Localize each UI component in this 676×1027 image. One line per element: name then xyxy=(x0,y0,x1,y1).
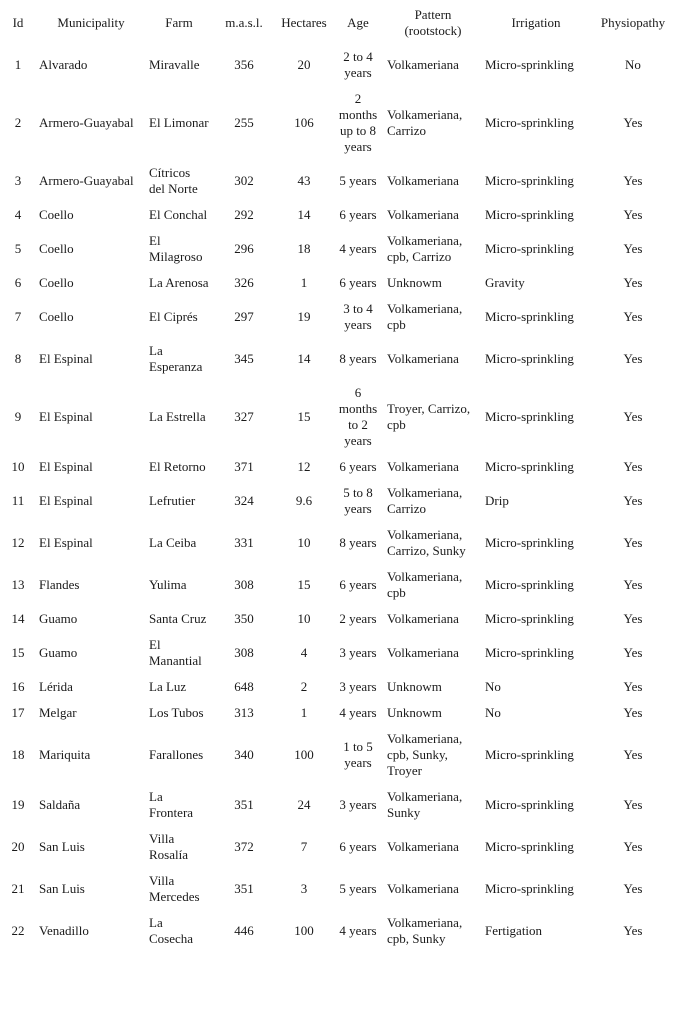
table-row xyxy=(0,522,676,564)
cell-hectares: 10 xyxy=(297,611,311,626)
cell-pattern: Volkameriana, Carrizo, Sunky xyxy=(387,527,466,558)
cell-farm: La Frontera xyxy=(149,789,194,820)
cell-hectares: 14 xyxy=(297,351,311,366)
cell-farm: La Estrella xyxy=(149,409,206,424)
column-header-irrigation: Irrigation xyxy=(511,15,561,30)
cell-pattern: Volkameriana xyxy=(387,207,459,222)
cell-municipality: Coello xyxy=(39,241,74,256)
cell-physiopathy: No xyxy=(625,57,641,72)
cell-id: 12 xyxy=(11,535,25,550)
cell-irrigation: Micro-sprinkling xyxy=(485,839,574,854)
table-row xyxy=(0,868,676,910)
cell-farm: Lefrutier xyxy=(149,493,196,508)
cell-hectares: 15 xyxy=(297,409,311,424)
cell-irrigation: Micro-sprinkling xyxy=(485,57,574,72)
cell-id: 3 xyxy=(14,173,22,188)
cell-masl: 302 xyxy=(234,173,254,188)
cell-physiopathy: Yes xyxy=(623,173,643,188)
column-header-hectares: Hectares xyxy=(281,15,327,30)
cell-age: 8 years xyxy=(339,351,377,366)
cell-hectares: 4 xyxy=(300,645,308,660)
cell-irrigation: Micro-sprinkling xyxy=(485,747,574,762)
column-header-age: Age xyxy=(347,15,369,30)
cell-masl: 351 xyxy=(234,797,254,812)
table-row xyxy=(0,784,676,826)
cell-masl: 326 xyxy=(234,275,254,290)
cell-id: 14 xyxy=(11,611,25,626)
table-header-row xyxy=(0,2,676,44)
cell-id: 20 xyxy=(11,839,25,854)
column-header-physiopathy: Physiopathy xyxy=(600,15,666,30)
cell-irrigation: Micro-sprinkling xyxy=(485,881,574,896)
cell-age: 1 to 5 years xyxy=(343,739,373,770)
cell-age: 5 years xyxy=(339,881,377,896)
cell-irrigation: Fertigation xyxy=(485,923,543,938)
cell-masl: 255 xyxy=(234,115,254,130)
cell-pattern: Volkameriana xyxy=(387,645,459,660)
cell-farm: La Ceiba xyxy=(149,535,197,550)
cell-municipality: El Espinal xyxy=(39,493,93,508)
cell-farm: El Manantial xyxy=(149,637,202,668)
cell-farm: Santa Cruz xyxy=(149,611,207,626)
cell-hectares: 100 xyxy=(294,747,314,762)
cell-masl: 327 xyxy=(234,409,254,424)
cell-masl: 356 xyxy=(234,57,254,72)
cell-farm: El Milagroso xyxy=(149,233,203,264)
cell-hectares: 19 xyxy=(297,309,311,324)
cell-id: 13 xyxy=(11,577,25,592)
cell-farm: La Arenosa xyxy=(149,275,209,290)
cell-pattern: Volkameriana, cpb, Carrizo xyxy=(387,233,463,264)
table-body xyxy=(0,44,676,952)
table-row xyxy=(0,380,676,454)
table-row xyxy=(0,564,676,606)
cell-hectares: 12 xyxy=(297,459,311,474)
cell-age: 4 years xyxy=(339,705,377,720)
cell-age: 3 to 4 years xyxy=(343,301,373,332)
cell-physiopathy: Yes xyxy=(623,309,643,324)
cell-hectares: 14 xyxy=(297,207,311,222)
cell-pattern: Volkameriana, cpb, Sunky, Troyer xyxy=(387,731,463,778)
cell-municipality: Armero-Guayabal xyxy=(39,173,134,188)
cell-farm: Yulima xyxy=(149,577,187,592)
cell-physiopathy: Yes xyxy=(623,881,643,896)
cell-id: 2 xyxy=(14,115,22,130)
cell-masl: 648 xyxy=(234,679,254,694)
cell-masl: 351 xyxy=(234,881,254,896)
cell-irrigation: No xyxy=(485,679,501,694)
cell-pattern: Volkameriana, cpb, Sunky xyxy=(387,915,463,946)
cell-physiopathy: Yes xyxy=(623,679,643,694)
cell-id: 1 xyxy=(14,57,22,72)
cell-physiopathy: Yes xyxy=(623,115,643,130)
cell-age: 4 years xyxy=(339,241,377,256)
cell-municipality: El Espinal xyxy=(39,459,93,474)
cell-hectares: 43 xyxy=(297,173,311,188)
cell-masl: 308 xyxy=(234,645,254,660)
cell-pattern: Volkameriana, Carrizo xyxy=(387,107,463,138)
cell-age: 2 to 4 years xyxy=(343,49,373,80)
cell-age: 2 years xyxy=(339,611,377,626)
table-row xyxy=(0,606,676,632)
cell-age: 8 years xyxy=(339,535,377,550)
cell-age: 4 years xyxy=(339,923,377,938)
cell-physiopathy: Yes xyxy=(623,923,643,938)
cell-physiopathy: Yes xyxy=(623,409,643,424)
cell-municipality: Saldaña xyxy=(39,797,81,812)
cell-physiopathy: Yes xyxy=(623,611,643,626)
cell-physiopathy: Yes xyxy=(623,645,643,660)
cell-masl: 372 xyxy=(234,839,254,854)
column-header-farm: Farm xyxy=(165,15,193,30)
cell-age: 3 years xyxy=(339,679,377,694)
cell-age: 3 years xyxy=(339,797,377,812)
cell-municipality: El Espinal xyxy=(39,409,93,424)
cell-physiopathy: Yes xyxy=(623,839,643,854)
cell-physiopathy: Yes xyxy=(623,705,643,720)
cell-physiopathy: Yes xyxy=(623,747,643,762)
cell-id: 22 xyxy=(11,923,25,938)
cell-municipality: El Espinal xyxy=(39,535,93,550)
cell-hectares: 1 xyxy=(300,275,308,290)
cell-municipality: San Luis xyxy=(39,881,85,896)
cell-farm: El Ciprés xyxy=(149,309,198,324)
cell-id: 6 xyxy=(14,275,22,290)
cell-hectares: 1 xyxy=(300,705,308,720)
column-header-id: Id xyxy=(12,15,24,30)
cell-irrigation: Micro-sprinkling xyxy=(485,115,574,130)
cell-physiopathy: Yes xyxy=(623,459,643,474)
table-row xyxy=(0,480,676,522)
cell-pattern: Volkameriana xyxy=(387,611,459,626)
cell-id: 9 xyxy=(14,409,22,424)
table-row xyxy=(0,160,676,202)
cell-age: 6 years xyxy=(339,459,377,474)
cell-irrigation: Micro-sprinkling xyxy=(485,535,574,550)
cell-municipality: Mariquita xyxy=(39,747,91,762)
table-row xyxy=(0,202,676,228)
cell-id: 19 xyxy=(11,797,25,812)
cell-age: 2 months up to 8 years xyxy=(338,91,378,154)
cell-physiopathy: Yes xyxy=(623,275,643,290)
cell-irrigation: Micro-sprinkling xyxy=(485,173,574,188)
cell-masl: 331 xyxy=(234,535,254,550)
cell-hectares: 24 xyxy=(297,797,311,812)
cell-irrigation: Gravity xyxy=(485,275,525,290)
farms-table xyxy=(0,2,676,952)
cell-irrigation: Micro-sprinkling xyxy=(485,207,574,222)
cell-pattern: Volkameriana xyxy=(387,351,459,366)
cell-municipality: Flandes xyxy=(39,577,80,592)
cell-hectares: 100 xyxy=(294,923,314,938)
table-row xyxy=(0,338,676,380)
cell-age: 6 years xyxy=(339,577,377,592)
cell-farm: El Limonar xyxy=(149,115,209,130)
cell-masl: 345 xyxy=(234,351,254,366)
cell-id: 8 xyxy=(14,351,22,366)
cell-id: 18 xyxy=(11,747,25,762)
table-row xyxy=(0,44,676,86)
cell-irrigation: Micro-sprinkling xyxy=(485,459,574,474)
cell-pattern: Volkameriana, Carrizo xyxy=(387,485,463,516)
cell-hectares: 15 xyxy=(297,577,311,592)
cell-pattern: Volkameriana, Sunky xyxy=(387,789,463,820)
cell-municipality: Coello xyxy=(39,207,74,222)
cell-municipality: Guamo xyxy=(39,645,78,660)
cell-physiopathy: Yes xyxy=(623,797,643,812)
cell-masl: 371 xyxy=(234,459,254,474)
cell-municipality: Coello xyxy=(39,309,74,324)
cell-masl: 324 xyxy=(234,493,254,508)
cell-physiopathy: Yes xyxy=(623,207,643,222)
cell-physiopathy: Yes xyxy=(623,241,643,256)
cell-age: 6 years xyxy=(339,839,377,854)
cell-farm: Villa Rosalía xyxy=(149,831,188,862)
cell-hectares: 3 xyxy=(300,881,308,896)
table-row xyxy=(0,826,676,868)
cell-masl: 292 xyxy=(234,207,254,222)
cell-masl: 446 xyxy=(234,923,254,938)
cell-masl: 297 xyxy=(234,309,254,324)
cell-municipality: Lérida xyxy=(39,679,73,694)
cell-municipality: San Luis xyxy=(39,839,85,854)
cell-hectares: 106 xyxy=(294,115,314,130)
cell-id: 5 xyxy=(14,241,22,256)
cell-age: 6 months to 2 years xyxy=(338,385,378,448)
cell-farm: El Retorno xyxy=(149,459,206,474)
cell-physiopathy: Yes xyxy=(623,535,643,550)
cell-hectares: 10 xyxy=(297,535,311,550)
cell-municipality: Armero-Guayabal xyxy=(39,115,134,130)
cell-municipality: Venadillo xyxy=(39,923,89,938)
cell-physiopathy: Yes xyxy=(623,493,643,508)
table-row xyxy=(0,910,676,952)
cell-age: 6 years xyxy=(339,207,377,222)
cell-farm: Miravalle xyxy=(149,57,200,72)
cell-pattern: Volkameriana xyxy=(387,459,459,474)
cell-municipality: Coello xyxy=(39,275,74,290)
cell-farm: La Esperanza xyxy=(149,343,203,374)
cell-municipality: Guamo xyxy=(39,611,78,626)
cell-farm: El Conchal xyxy=(149,207,208,222)
cell-farm: Los Tubos xyxy=(149,705,204,720)
table-row xyxy=(0,228,676,270)
cell-hectares: 20 xyxy=(297,57,311,72)
column-header-masl: m.a.s.l. xyxy=(225,15,263,30)
column-header-pattern: Pattern (rootstock) xyxy=(404,7,462,38)
cell-farm: Cítricos del Norte xyxy=(149,165,198,196)
cell-masl: 308 xyxy=(234,577,254,592)
cell-age: 5 to 8 years xyxy=(343,485,373,516)
cell-pattern: Volkameriana, cpb xyxy=(387,569,463,600)
cell-hectares: 18 xyxy=(297,241,311,256)
cell-masl: 350 xyxy=(234,611,254,626)
cell-farm: Villa Mercedes xyxy=(149,873,200,904)
cell-masl: 340 xyxy=(234,747,254,762)
cell-municipality: Melgar xyxy=(39,705,77,720)
cell-pattern: Unknowm xyxy=(387,679,442,694)
cell-irrigation: Micro-sprinkling xyxy=(485,645,574,660)
cell-physiopathy: Yes xyxy=(623,351,643,366)
cell-hectares: 2 xyxy=(300,679,308,694)
cell-irrigation: No xyxy=(485,705,501,720)
cell-irrigation: Micro-sprinkling xyxy=(485,241,574,256)
cell-farm: Farallones xyxy=(149,747,204,762)
cell-municipality: Alvarado xyxy=(39,57,88,72)
cell-id: 11 xyxy=(11,493,25,508)
cell-irrigation: Micro-sprinkling xyxy=(485,611,574,626)
cell-municipality: El Espinal xyxy=(39,351,93,366)
cell-farm: La Cosecha xyxy=(149,915,194,946)
cell-farm: La Luz xyxy=(149,679,187,694)
table-row xyxy=(0,270,676,296)
cell-id: 21 xyxy=(11,881,25,896)
cell-irrigation: Micro-sprinkling xyxy=(485,351,574,366)
cell-irrigation: Micro-sprinkling xyxy=(485,577,574,592)
cell-irrigation: Micro-sprinkling xyxy=(485,309,574,324)
cell-id: 7 xyxy=(14,309,22,324)
cell-id: 4 xyxy=(14,207,22,222)
cell-age: 5 years xyxy=(339,173,377,188)
table-row xyxy=(0,632,676,674)
cell-id: 10 xyxy=(11,459,25,474)
cell-age: 6 years xyxy=(339,275,377,290)
cell-pattern: Troyer, Carrizo, cpb xyxy=(387,401,471,432)
cell-pattern: Volkameriana xyxy=(387,57,459,72)
cell-irrigation: Drip xyxy=(485,493,509,508)
table-row xyxy=(0,700,676,726)
table-row xyxy=(0,674,676,700)
table-row xyxy=(0,454,676,480)
cell-pattern: Unknowm xyxy=(387,705,442,720)
column-header-municipality: Municipality xyxy=(57,15,125,30)
cell-id: 15 xyxy=(11,645,25,660)
cell-pattern: Volkameriana xyxy=(387,839,459,854)
cell-irrigation: Micro-sprinkling xyxy=(485,797,574,812)
cell-masl: 296 xyxy=(234,241,254,256)
cell-age: 3 years xyxy=(339,645,377,660)
cell-irrigation: Micro-sprinkling xyxy=(485,409,574,424)
cell-masl: 313 xyxy=(234,705,254,720)
cell-pattern: Volkameriana xyxy=(387,881,459,896)
cell-pattern: Volkameriana xyxy=(387,173,459,188)
cell-hectares: 9.6 xyxy=(295,493,313,508)
cell-id: 16 xyxy=(11,679,25,694)
cell-pattern: Unknowm xyxy=(387,275,442,290)
cell-pattern: Volkameriana, cpb xyxy=(387,301,463,332)
table-row xyxy=(0,296,676,338)
cell-id: 17 xyxy=(11,705,25,720)
table-row xyxy=(0,726,676,784)
cell-hectares: 7 xyxy=(300,839,308,854)
cell-physiopathy: Yes xyxy=(623,577,643,592)
table-row xyxy=(0,86,676,160)
